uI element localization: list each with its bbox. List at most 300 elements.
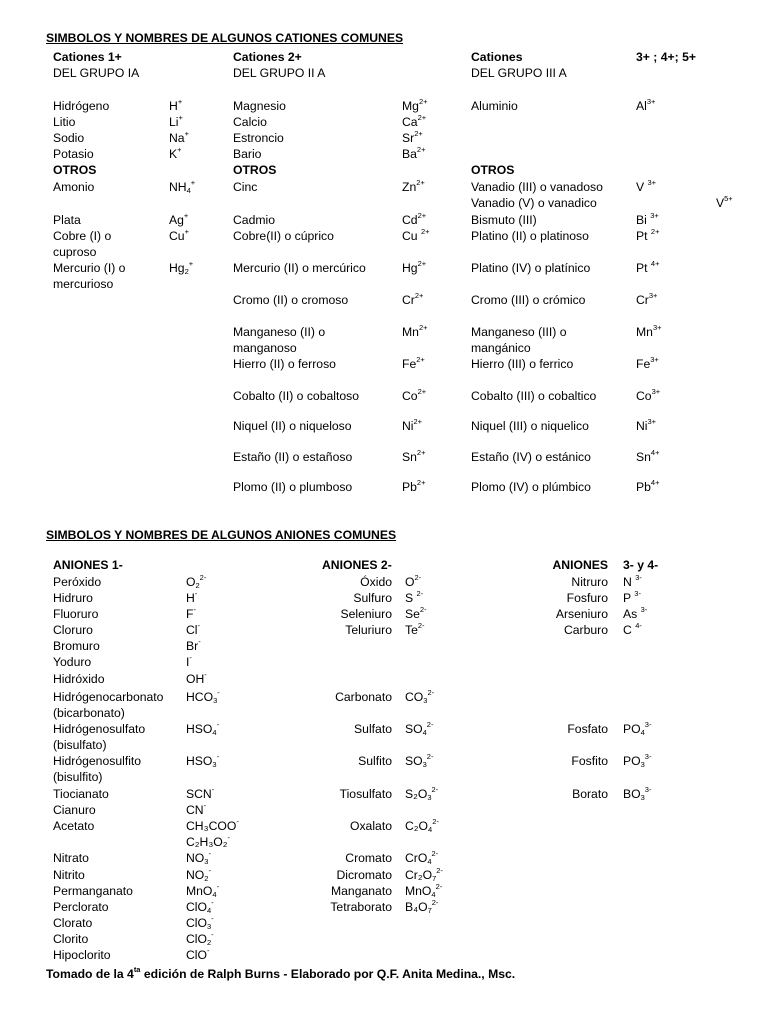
vanadium-v-symbol: $V^{5+}$ xyxy=(716,194,733,210)
formula-charge: - xyxy=(211,785,215,794)
formula-charge: - xyxy=(208,849,211,858)
cation-3plus-row-name: Plomo (IV) o plúmbico xyxy=(471,480,591,494)
anion-1minus-row-symbol xyxy=(186,916,214,930)
formula-base: C₂O xyxy=(405,819,429,833)
anion-2minus-row-symbol xyxy=(405,868,443,882)
formula-base: ClO xyxy=(186,948,207,962)
cation-1plus-row-symbol xyxy=(169,115,183,129)
formula-charge: 2+ xyxy=(416,145,426,154)
formula-base: CO xyxy=(405,690,424,704)
cation-2plus-row-name: Mercurio (II) o mercúrico xyxy=(233,261,366,275)
formula-charge: 2- xyxy=(436,866,443,875)
formula-base: N xyxy=(623,575,636,589)
cation-2plus-row-name: Niquel (II) o niqueloso xyxy=(233,419,352,433)
anion-2minus-row-name: Dicromato xyxy=(336,868,392,882)
footer-credit: Tomado de la $4^{ta}$ edición de Ralph Burns - Elaborado por Q.F. Anita Medina., Msc. xyxy=(46,965,516,981)
cation-3plus-row-name: mangánico xyxy=(471,341,531,355)
formula-base: Bi xyxy=(636,213,651,227)
formula-charge: 2+ xyxy=(417,259,427,268)
formula-charge: 3+ xyxy=(650,211,659,220)
anion-1minus-row-symbol xyxy=(186,655,192,669)
formula-subscript: 3 xyxy=(207,922,212,931)
anion-1minus-row-name: Bromuro xyxy=(53,639,100,653)
anion-1minus-row-symbol xyxy=(186,851,211,865)
formula-charge: 2+ xyxy=(416,478,426,487)
cation-1plus-row-symbol xyxy=(169,229,189,243)
cation-3plus-row-name: Platino (II) o platinoso xyxy=(471,229,589,243)
anion-1minus-row-symbol xyxy=(186,575,206,589)
formula-subscript: 3 xyxy=(212,760,217,769)
formula-charge: 2+ xyxy=(650,227,660,236)
cation-2plus-row-symbol xyxy=(402,99,428,113)
formula-base: K xyxy=(169,147,178,161)
formula-charge: 2+ xyxy=(418,323,428,332)
formula-base: Zn xyxy=(402,180,417,194)
anion-1minus-row-name: Hidruro xyxy=(53,591,93,605)
formula-subscript: 3 xyxy=(213,696,218,705)
formula-base: ClO xyxy=(186,900,207,914)
formula-subscript: 2 xyxy=(204,874,209,883)
formula-base: OH xyxy=(186,672,205,686)
anion-1minus-row-symbol xyxy=(186,672,207,686)
cation-1plus-row-name: Potasio xyxy=(53,147,94,161)
formula-charge: 2- xyxy=(419,605,427,614)
cation-2plus-row-symbol xyxy=(402,480,425,494)
anion-2minus-row-symbol xyxy=(405,787,438,801)
cation-2plus-row-symbol xyxy=(402,419,422,433)
formula-charge: 4+ xyxy=(650,259,660,268)
formula-charge: 2+ xyxy=(416,355,425,364)
cation-3plus-row-name: Hierro (III) o ferrico xyxy=(471,357,574,371)
cation-2plus-row-name: Calcio xyxy=(233,115,267,129)
formula-charge: 3+ xyxy=(650,355,659,364)
anion-2minus-row-name: Oxalato xyxy=(349,819,392,833)
formula-charge: - xyxy=(193,605,196,614)
anion-1minus-row-name: (bisulfito) xyxy=(53,770,103,784)
anion-2minus-row-name: Tiosulfato xyxy=(339,787,392,801)
formula-base: CH₃COO xyxy=(186,819,237,833)
anion-1minus-row-name: Hidrógenosulfato xyxy=(53,722,146,736)
anion-2minus-row-symbol xyxy=(405,623,425,637)
cation-2plus-row-name: OTROS xyxy=(233,163,277,177)
anion-1minus-row-name: Cianuro xyxy=(53,803,96,817)
cations3-charges: 3+ ; 4+; 5+ xyxy=(636,50,696,64)
anion-2minus-row-symbol xyxy=(405,754,433,768)
anion-1minus-row-name: Nitrato xyxy=(53,851,89,865)
anion-2minus-row-symbol xyxy=(405,884,442,898)
anion-1minus-row-symbol xyxy=(186,819,239,833)
anion-2minus-row-name: Carbonato xyxy=(335,690,392,704)
formula-base: Hg xyxy=(169,261,185,275)
formula-charge: - xyxy=(216,720,220,729)
anion-2minus-row-symbol xyxy=(405,591,423,605)
anion-1minus-row-name: (bicarbonato) xyxy=(53,706,125,720)
anions3-charges: 3- y 4- xyxy=(623,558,659,572)
formula-charge: 4+ xyxy=(650,448,660,457)
formula-subscript: 4 xyxy=(212,890,217,899)
anion-1minus-row-name: Nitrito xyxy=(53,868,85,882)
formula-charge: 2+ xyxy=(414,129,423,138)
cation-section-title: SIMBOLOS Y NOMBRES DE ALGUNOS CATIONES COMUNES xyxy=(46,31,404,45)
cation-2plus-row-symbol xyxy=(402,293,423,307)
formula-subscript: 4 xyxy=(186,186,191,195)
formula-base: Co xyxy=(402,389,418,403)
formula-subscript: 4 xyxy=(427,857,432,866)
formula-base: Pt xyxy=(636,229,651,243)
cation-2plus-row-name: Cinc xyxy=(233,180,258,194)
formula-subscript: 4 xyxy=(640,728,645,737)
formula-base: Cu xyxy=(402,229,421,243)
formula-subscript: 7 xyxy=(427,906,432,915)
formula-charge: 2- xyxy=(416,589,424,598)
formula-charge: - xyxy=(194,589,198,598)
formula-base: Cd xyxy=(402,213,418,227)
formula-charge: 2- xyxy=(199,573,207,582)
formula-subscript: 2 xyxy=(195,581,200,590)
anions2-title: ANIONES 2- xyxy=(322,558,392,572)
anion-1minus-row-name: Fluoruro xyxy=(53,607,99,621)
formula-charge: 2+ xyxy=(417,113,427,122)
formula-base: H xyxy=(186,591,195,605)
formula-subscript: 4 xyxy=(431,890,436,899)
anion-3minus-row-name: Borato xyxy=(572,787,608,801)
formula-base: Ni xyxy=(402,419,414,433)
anion-1minus-row-symbol xyxy=(186,639,201,653)
formula-base: Sn xyxy=(636,450,651,464)
anions1-title: ANIONES 1- xyxy=(53,558,123,572)
cation-1plus-row-symbol xyxy=(169,131,189,145)
anion-1minus-row-name: Tiocianato xyxy=(53,787,109,801)
formula-base: Fe xyxy=(636,357,651,371)
formula-charge: - xyxy=(217,688,220,697)
formula-charge: 2- xyxy=(432,817,439,826)
cation-2plus-row-name: Bario xyxy=(233,147,262,161)
anion-2minus-row-symbol xyxy=(405,575,421,589)
formula-base: HSO xyxy=(186,754,213,768)
formula-charge: 2+ xyxy=(413,417,423,426)
formula-charge: + xyxy=(177,97,183,106)
formula-base: C₂H₃O₂ xyxy=(186,835,228,849)
cation-2plus-row-name: Hierro (II) o ferroso xyxy=(233,357,336,371)
anion-1minus-row-symbol xyxy=(186,868,211,882)
formula-base: H xyxy=(169,99,178,113)
anions3-title: ANIONES xyxy=(552,558,608,572)
formula-charge: - xyxy=(197,621,201,630)
anion-3minus-row-symbol xyxy=(623,607,647,621)
formula-charge: - xyxy=(211,914,214,923)
formula-base: Mn xyxy=(636,325,653,339)
cation-1plus-row-name: cuproso xyxy=(53,245,97,259)
cations1-title: Cationes 1+ xyxy=(53,50,122,64)
anion-1minus-row-name: Clorato xyxy=(53,916,93,930)
formula-base: MnO xyxy=(405,884,432,898)
formula-base: PO xyxy=(623,754,641,768)
anion-1minus-row-name: Yoduro xyxy=(53,655,92,669)
cation-3plus-row-name: Cobalto (III) o cobaltico xyxy=(471,389,597,403)
formula-base: Na xyxy=(169,131,185,145)
anion-3minus-row-symbol xyxy=(623,722,651,736)
formula-charge: 3- xyxy=(644,720,652,729)
anion-2minus-row-name: Cromato xyxy=(345,851,392,865)
anion-1minus-row-name: Hipoclorito xyxy=(53,948,111,962)
formula-charge: 2- xyxy=(431,785,439,794)
formula-base: HSO xyxy=(186,722,213,736)
anion-1minus-row-symbol xyxy=(186,754,219,768)
cation-2plus-row-name: manganoso xyxy=(233,341,297,355)
anion-2minus-row-name: Sulfato xyxy=(354,722,392,736)
formula-base: MnO xyxy=(186,884,213,898)
cation-1plus-row-name: Amonio xyxy=(53,180,95,194)
cation-3plus-row-name: Cromo (III) o crómico xyxy=(471,293,586,307)
anion-1minus-row-symbol xyxy=(186,623,200,637)
cation-2plus-row-symbol xyxy=(402,357,425,371)
formula-base: Cr₂O xyxy=(405,868,433,882)
formula-base: P xyxy=(623,591,635,605)
formula-charge: 2- xyxy=(431,898,439,907)
cation-3plus-row-symbol xyxy=(636,229,659,243)
anion-1minus-row-symbol xyxy=(186,690,220,704)
cation-3plus-row-name: OTROS xyxy=(471,163,515,177)
formula-base: Al xyxy=(636,99,647,113)
anion-2minus-row-symbol xyxy=(405,900,438,914)
formula-base: S₂O xyxy=(405,787,428,801)
cation-2plus-row-symbol xyxy=(402,213,426,227)
formula-base: ClO xyxy=(186,916,207,930)
cation-3plus-row-symbol xyxy=(636,325,662,339)
formula-base: Co xyxy=(636,389,652,403)
formula-charge: 3- xyxy=(635,573,642,582)
formula-charge: 3- xyxy=(644,752,652,761)
anion-3minus-row-symbol xyxy=(623,754,651,768)
formula-base: SCN xyxy=(186,787,212,801)
formula-charge: - xyxy=(203,801,207,810)
formula-base: Cl xyxy=(186,623,198,637)
cation-2plus-row-name: Estaño (II) o estañoso xyxy=(233,450,353,464)
formula-subscript: 7 xyxy=(432,874,437,883)
anion-2minus-row-name: Seleniuro xyxy=(340,607,392,621)
formula-base: Sn xyxy=(402,450,417,464)
cation-3plus-row-symbol xyxy=(636,180,656,194)
cation-3plus-row-symbol xyxy=(636,357,659,371)
formula-base: C xyxy=(623,623,636,637)
formula-charge: 3+ xyxy=(652,323,662,332)
anion-1minus-row-symbol xyxy=(186,607,196,621)
formula-charge: 4+ xyxy=(650,478,660,487)
anion-1minus-row-symbol xyxy=(186,948,210,962)
anion-1minus-row-symbol xyxy=(186,787,214,801)
cation-2plus-row-name: Cromo (II) o cromoso xyxy=(233,293,349,307)
formula-subscript: 2 xyxy=(207,938,212,947)
anion-1minus-row-name: Hidrógenocarbonato xyxy=(53,690,164,704)
formula-charge: 3+ xyxy=(647,178,657,187)
anion-1minus-row-name: Peróxido xyxy=(53,575,102,589)
formula-base: F xyxy=(186,607,194,621)
formula-charge: 2- xyxy=(427,688,435,697)
formula-base: Cr xyxy=(636,293,649,307)
cation-2plus-row-name: Cobalto (II) o cobaltoso xyxy=(233,389,360,403)
cation-1plus-row-symbol xyxy=(169,180,195,194)
formula-base: Te xyxy=(405,623,418,637)
formula-charge: 2+ xyxy=(416,178,425,187)
anion-1minus-row-name: Acetato xyxy=(53,819,95,833)
cation-3plus-row-symbol xyxy=(636,213,659,227)
cation-2plus-row-symbol xyxy=(402,131,423,145)
formula-subscript: 3 xyxy=(204,857,209,866)
anion-3minus-row-name: Fosfito xyxy=(571,754,608,768)
cations1-group: DEL GRUPO IA xyxy=(53,66,140,80)
cation-3plus-row-symbol xyxy=(636,99,655,113)
formula-base: Ni xyxy=(636,419,648,433)
formula-charge: + xyxy=(184,129,189,138)
cation-1plus-row-symbol xyxy=(169,213,188,227)
cation-1plus-row-name: Cobre (I) o xyxy=(53,229,112,243)
cation-3plus-row-name: Vanadio (III) o vanadoso xyxy=(471,180,603,194)
formula-base: Pb xyxy=(636,480,651,494)
cations3-group: DEL GRUPO III A xyxy=(471,66,567,80)
formula-base: ClO xyxy=(186,932,207,946)
formula-charge: 3+ xyxy=(648,291,658,300)
formula-charge: 3+ xyxy=(646,97,656,106)
anion-1minus-row-name: Hidrógenosulfito xyxy=(53,754,142,768)
formula-subscript: 3 xyxy=(427,793,432,802)
cation-1plus-row-symbol xyxy=(169,147,182,161)
cation-2plus-row-symbol xyxy=(402,389,426,403)
formula-charge: - xyxy=(236,817,239,826)
cation-3plus-row-symbol xyxy=(636,450,659,464)
formula-subscript: 4 xyxy=(422,728,427,737)
formula-charge: 2- xyxy=(414,573,422,582)
anion-1minus-row-symbol xyxy=(186,803,206,817)
anion-3minus-row-symbol xyxy=(623,591,641,605)
anion-3minus-row-symbol xyxy=(623,787,651,801)
cation-2plus-row-name: Plomo (II) o plumboso xyxy=(233,480,353,494)
formula-charge: + xyxy=(184,227,189,236)
cation-1plus-row-name: Hidrógeno xyxy=(53,99,110,113)
cation-3plus-row-name: Estaño (IV) o estánico xyxy=(471,450,591,464)
anion-3minus-row-name: Fosfuro xyxy=(566,591,608,605)
formula-charge: + xyxy=(190,178,196,187)
formula-charge: - xyxy=(207,946,210,955)
cation-2plus-row-symbol xyxy=(402,229,430,243)
formula-charge: 3- xyxy=(634,589,641,598)
cation-1plus-row-name: Plata xyxy=(53,213,81,227)
formula-charge: - xyxy=(208,866,211,875)
cation-3plus-row-symbol xyxy=(636,419,656,433)
cation-3plus-row-name: Platino (IV) o platínico xyxy=(471,261,591,275)
formula-base: O xyxy=(405,575,415,589)
cation-2plus-row-symbol xyxy=(402,261,426,275)
anion-1minus-row-symbol xyxy=(186,722,219,736)
formula-subscript: 4 xyxy=(212,728,217,737)
anion-2minus-row-symbol xyxy=(405,690,434,704)
formula-charge: 3- xyxy=(640,605,648,614)
formula-charge: 3+ xyxy=(651,387,661,396)
cation-2plus-row-symbol xyxy=(402,115,426,129)
formula-base: PO xyxy=(623,722,641,736)
formula-base: V xyxy=(636,180,648,194)
formula-base: CrO xyxy=(405,851,428,865)
cation-3plus-row-symbol xyxy=(636,261,659,275)
cation-3plus-row-name: Manganeso (III) o xyxy=(471,325,567,339)
cation-2plus-row-name: Cobre(II) o cúprico xyxy=(233,229,334,243)
anion-2minus-row-name: Sulfito xyxy=(358,754,392,768)
anion-3minus-row-name: Fosfato xyxy=(567,722,608,736)
anion-section-title: SIMBOLOS Y NOMBRES DE ALGUNOS ANIONES COMUNES xyxy=(46,528,397,542)
cation-1plus-row-name: Mercurio (I) o xyxy=(53,261,126,275)
cation-2plus-row-symbol xyxy=(402,180,425,194)
cation-3plus-row-name: Bismuto (III) xyxy=(471,213,537,227)
formula-charge: + xyxy=(188,259,194,268)
cation-2plus-row-name: Estroncio xyxy=(233,131,284,145)
formula-charge: 2- xyxy=(426,752,434,761)
cation-2plus-row-name: Magnesio xyxy=(233,99,286,113)
formula-base: Hg xyxy=(402,261,418,275)
formula-subscript: 3 xyxy=(640,760,645,769)
cation-1plus-row-name: Litio xyxy=(53,115,76,129)
cation-3plus-row-name: Niquel (III) o niquelico xyxy=(471,419,589,433)
anion-2minus-row-symbol xyxy=(405,819,439,833)
formula-charge: - xyxy=(189,653,192,662)
formula-charge: 2+ xyxy=(420,227,430,236)
anion-3minus-row-name: Carburo xyxy=(563,623,608,637)
formula-base: CN xyxy=(186,803,204,817)
formula-charge: 3- xyxy=(644,785,652,794)
formula-subscript: 3 xyxy=(422,760,427,769)
anion-1minus-row-symbol xyxy=(186,835,230,849)
cation-3plus-row-symbol xyxy=(636,389,660,403)
formula-charge: 2- xyxy=(435,882,443,891)
formula-charge: 2- xyxy=(417,621,425,630)
formula-base: Mg xyxy=(402,99,419,113)
anion-3minus-row-name: Nitruro xyxy=(571,575,608,589)
anion-3minus-row-symbol xyxy=(623,623,642,637)
formula-charge: 2- xyxy=(426,720,434,729)
formula-charge: 2+ xyxy=(417,387,427,396)
cation-1plus-row-name: mercurioso xyxy=(53,277,114,291)
formula-base: As xyxy=(623,607,641,621)
formula-charge: - xyxy=(216,752,220,761)
formula-charge: 2- xyxy=(431,849,439,858)
formula-base: HCO xyxy=(186,690,214,704)
cation-3plus-row-name: Aluminio xyxy=(471,99,518,113)
formula-base: Ag xyxy=(169,213,184,227)
cation-3plus-row-symbol xyxy=(636,480,659,494)
anion-1minus-row-name: Hidróxido xyxy=(53,672,105,686)
anion-2minus-row-name: Tetraborato xyxy=(330,900,392,914)
anion-3minus-row-symbol xyxy=(623,575,642,589)
anion-2minus-row-symbol xyxy=(405,851,438,865)
formula-charge: - xyxy=(211,930,214,939)
formula-base: O xyxy=(186,575,196,589)
formula-charge: - xyxy=(198,637,201,646)
cation-2plus-row-name: Cadmio xyxy=(233,213,275,227)
formula-charge: 3+ xyxy=(647,417,657,426)
formula-base: NO xyxy=(186,868,205,882)
formula-base: NH xyxy=(169,180,187,194)
formula-base: Cu xyxy=(169,229,185,243)
formula-charge: - xyxy=(211,898,214,907)
formula-base: Ca xyxy=(402,115,418,129)
anion-1minus-row-symbol xyxy=(186,900,214,914)
anion-1minus-row-name: Perclorato xyxy=(53,900,109,914)
formula-base: Ba xyxy=(402,147,417,161)
formula-base: Cr xyxy=(402,293,415,307)
formula-charge: + xyxy=(183,211,189,220)
formula-charge: 2+ xyxy=(418,97,428,106)
formula-base: SO xyxy=(405,722,423,736)
formula-charge: 2+ xyxy=(417,211,427,220)
anion-2minus-row-symbol xyxy=(405,607,427,621)
